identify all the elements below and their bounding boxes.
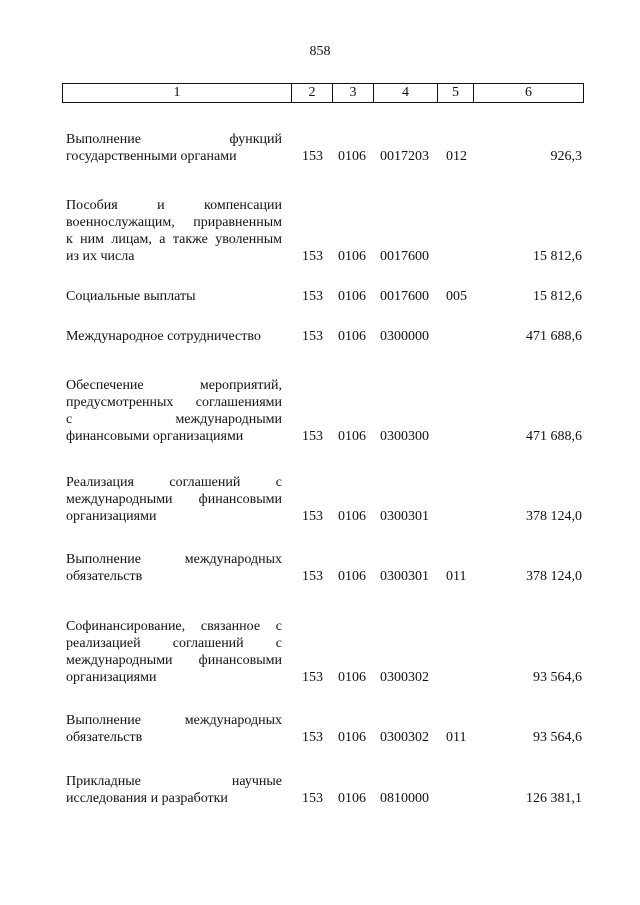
description-line: организациями: [66, 670, 157, 685]
cell-c2: 153: [302, 569, 323, 584]
cell-c6: 471 688,6: [526, 329, 582, 344]
cell-c2: 153: [302, 730, 323, 745]
cell-c6: 926,3: [550, 149, 582, 164]
cell-c3: 0106: [338, 670, 366, 685]
cell-c3: 0106: [338, 249, 366, 264]
row-description: [66, 551, 282, 585]
description-line: исследования и разработки: [66, 791, 228, 806]
cell-c2: 153: [302, 670, 323, 685]
cell-c4: 0300301: [380, 569, 429, 584]
description-line: Международное сотрудничество: [66, 329, 261, 344]
row-description: [66, 773, 282, 807]
description-line: обязательств: [66, 569, 143, 584]
cell-c3: 0106: [338, 429, 366, 444]
description-line: Выполнение международных: [66, 713, 282, 728]
cell-c3: 0106: [338, 329, 366, 344]
cell-c6: 15 812,6: [533, 289, 582, 304]
description-line: обязательств: [66, 730, 143, 745]
description-line: Пособия и компенсации: [66, 198, 282, 213]
row-description: [66, 197, 282, 265]
description-line: Прикладные научные: [66, 774, 282, 789]
cell-c6: 378 124,0: [526, 569, 582, 584]
row-description: [66, 474, 282, 525]
row-description: [66, 131, 282, 165]
table-row: [66, 328, 586, 345]
cell-c3: 0106: [338, 149, 366, 164]
table-row: [66, 773, 586, 807]
cell-c5: 011: [446, 730, 467, 745]
description-line: Социальные выплаты: [66, 289, 196, 304]
description-line: военнослужащим, приравненным: [66, 215, 282, 230]
cell-c3: 0106: [338, 289, 366, 304]
table-row: [66, 618, 586, 686]
cell-c4: 0017600: [380, 289, 429, 304]
header-col-2: 2: [292, 84, 333, 102]
page-number: 858: [309, 44, 331, 59]
cell-c4: 0300300: [380, 429, 429, 444]
cell-c2: 153: [302, 329, 323, 344]
cell-c6: 15 812,6: [533, 249, 582, 264]
row-description: [66, 288, 282, 305]
description-line: Выполнение международных: [66, 552, 282, 567]
table-row: [66, 288, 586, 305]
table-row: [66, 197, 586, 265]
row-description: [66, 377, 282, 445]
header-col-1: 1: [63, 84, 292, 102]
row-description: [66, 618, 282, 686]
cell-c4: 0017203: [380, 149, 429, 164]
description-line: международными финансовыми: [66, 653, 282, 668]
description-line: с международными: [66, 412, 282, 427]
cell-c2: 153: [302, 149, 323, 164]
description-line: государственными органами: [66, 149, 237, 164]
description-line: Обеспечение мероприятий,: [66, 378, 282, 393]
cell-c4: 0810000: [380, 791, 429, 806]
table-row: [66, 551, 586, 585]
cell-c2: 153: [302, 429, 323, 444]
cell-c3: 0106: [338, 730, 366, 745]
row-description: [66, 328, 282, 345]
table-row: [66, 377, 586, 445]
cell-c4: 0017600: [380, 249, 429, 264]
description-line: Реализация соглашений с: [66, 475, 282, 490]
header-col-3: 3: [333, 84, 374, 102]
description-line: Софинансирование, связанное с: [66, 619, 282, 634]
cell-c6: 378 124,0: [526, 509, 582, 524]
cell-c2: 153: [302, 249, 323, 264]
cell-c2: 153: [302, 289, 323, 304]
cell-c3: 0106: [338, 791, 366, 806]
cell-c4: 0300302: [380, 730, 429, 745]
cell-c5: 012: [446, 149, 467, 164]
table-row: [66, 474, 586, 525]
description-line: из их числа: [66, 249, 135, 264]
table-row: [66, 131, 586, 165]
cell-c5: 005: [446, 289, 467, 304]
description-line: Выполнение функций: [66, 132, 282, 147]
cell-c5: 011: [446, 569, 467, 584]
header-col-4: 4: [374, 84, 438, 102]
description-line: предусмотренных соглашениями: [66, 395, 282, 410]
header-col-5: 5: [438, 84, 474, 102]
description-line: реализацией соглашений с: [66, 636, 282, 651]
header-col-6: 6: [525, 85, 532, 100]
cell-c6: 93 564,6: [533, 730, 582, 745]
cell-c4: 0300302: [380, 670, 429, 685]
description-line: международными финансовыми: [66, 492, 282, 507]
description-line: к ним лицам, а также уволенным: [66, 232, 282, 247]
cell-c6: 93 564,6: [533, 670, 582, 685]
cell-c3: 0106: [338, 509, 366, 524]
row-description: [66, 712, 282, 746]
table-header: [62, 83, 584, 103]
description-line: финансовыми организациями: [66, 429, 244, 444]
table-row: [66, 712, 586, 746]
description-line: организациями: [66, 509, 157, 524]
cell-c4: 0300301: [380, 509, 429, 524]
cell-c3: 0106: [338, 569, 366, 584]
cell-c2: 153: [302, 509, 323, 524]
cell-c6: 471 688,6: [526, 429, 582, 444]
cell-c2: 153: [302, 791, 323, 806]
cell-c4: 0300000: [380, 329, 429, 344]
cell-c6: 126 381,1: [526, 791, 582, 806]
